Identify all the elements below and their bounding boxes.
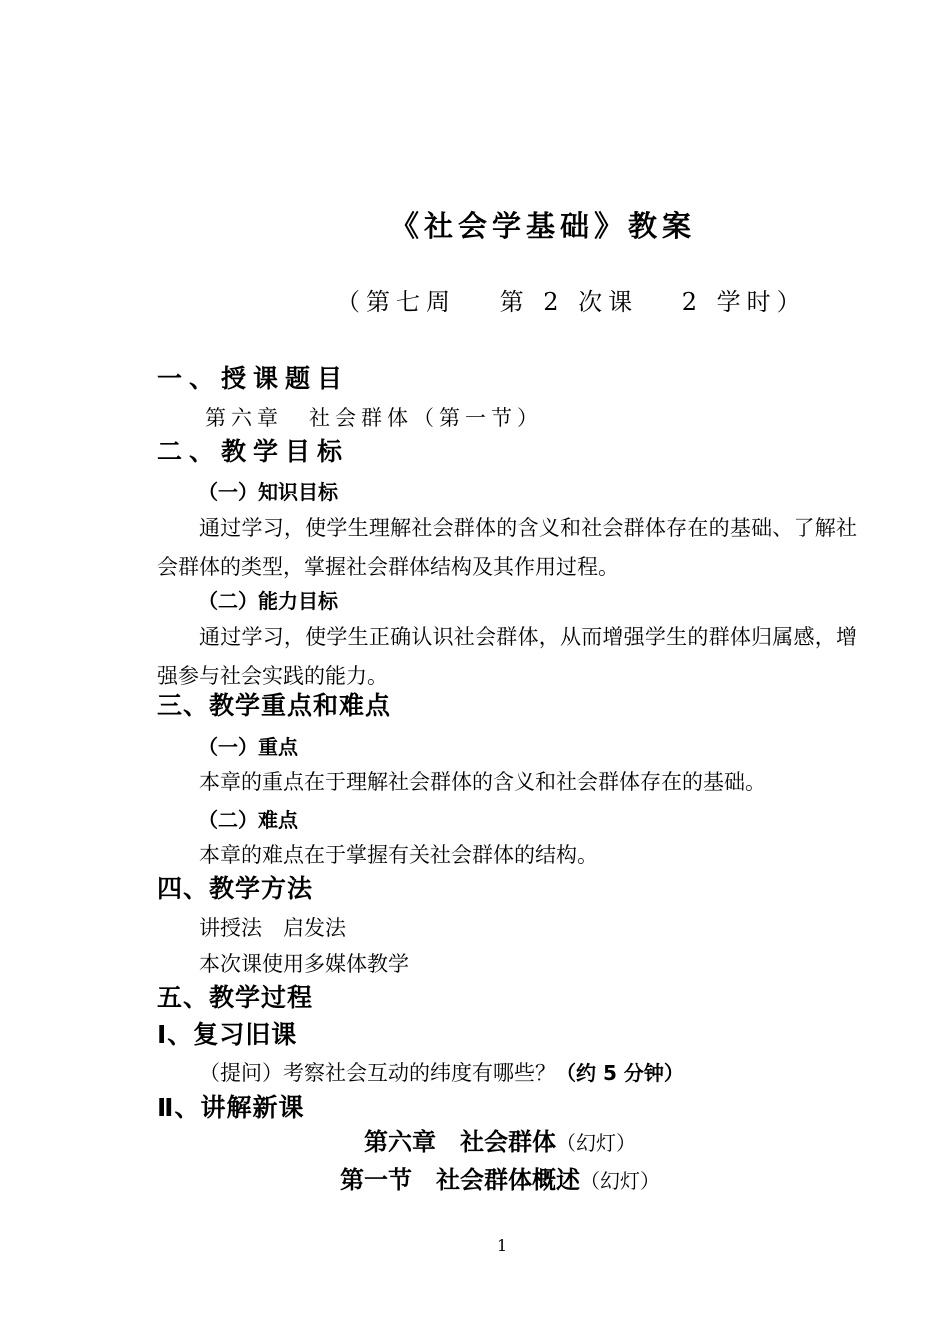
knowledge-goal-paragraph: 通过学习，使学生理解社会群体的含义和社会群体存在的基础、了解社会群体的类型，掌握社会群体结构及其作用过程。 bbox=[157, 516, 857, 579]
review-heading: Ⅰ、复习旧课 bbox=[157, 1020, 298, 1049]
chapter-title: 第六章 社会群体 bbox=[364, 1128, 556, 1156]
section-5-heading: 五、教学过程 bbox=[157, 983, 314, 1012]
new-lesson-heading: Ⅱ、讲解新课 bbox=[157, 1093, 305, 1122]
section-2-heading: 二、教学目标 bbox=[157, 437, 350, 466]
review-duration: （约 5 分钟） bbox=[556, 1061, 684, 1085]
document-subtitle: （第七周 第 2 次课 2 学时） bbox=[336, 288, 807, 316]
multimedia-text: 本次课使用多媒体教学 bbox=[199, 952, 409, 976]
section-title: 第一节 社会群体概述 bbox=[340, 1166, 580, 1194]
teaching-methods-text: 讲授法 启发法 bbox=[199, 916, 346, 940]
difficulty-subheading: （二）难点 bbox=[198, 808, 298, 832]
key-point-subheading: （一）重点 bbox=[198, 735, 298, 759]
section-4-heading: 四、教学方法 bbox=[157, 874, 314, 903]
ability-goal-subheading: （二）能力目标 bbox=[198, 589, 338, 613]
chapter-title-line bbox=[0, 1130, 950, 1154]
chapter-slide-note: （幻灯） bbox=[556, 1131, 636, 1155]
key-point-text: 本章的重点在于理解社会群体的含义和社会群体存在的基础。 bbox=[199, 770, 766, 794]
page-number: 1 bbox=[497, 1236, 508, 1255]
section-1-topic: 第六章 社会群体（第一节） bbox=[205, 406, 543, 430]
knowledge-goal-subheading: （一）知识目标 bbox=[198, 480, 338, 504]
section-1-heading: 一、授课题目 bbox=[157, 364, 350, 393]
difficulty-text: 本章的难点在于掌握有关社会群体的结构。 bbox=[199, 843, 598, 867]
review-question: （提问）考察社会互动的纬度有哪些？ bbox=[199, 1061, 556, 1085]
section-title-line bbox=[0, 1168, 950, 1192]
review-question-line bbox=[199, 1063, 684, 1084]
section-slide-note: （幻灯） bbox=[580, 1169, 660, 1193]
ability-goal-paragraph: 通过学习，使学生正确认识社会群体，从而增强学生的群体归属感，增强参与社会实践的能力。 bbox=[157, 625, 857, 688]
document-title: 《社会学基础》教案 bbox=[390, 209, 697, 243]
section-3-heading: 三、教学重点和难点 bbox=[157, 691, 392, 720]
